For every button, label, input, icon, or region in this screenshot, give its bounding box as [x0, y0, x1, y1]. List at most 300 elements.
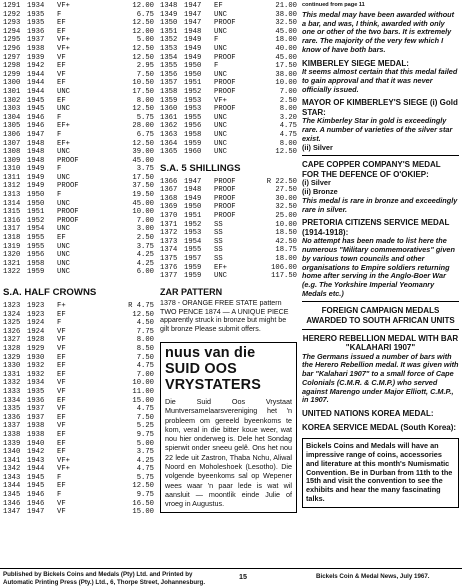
korea-service-heading: KOREA SERVICE MEDAL (South Korea): [302, 422, 457, 432]
grade: UNC [214, 44, 227, 53]
list-row [160, 88, 297, 97]
year: 1932 [27, 370, 45, 379]
price: 19.50 [132, 191, 154, 200]
price: 32.50 [275, 19, 297, 28]
lot-number: 1306 [3, 130, 21, 139]
list-row [3, 62, 154, 71]
list-row [3, 328, 154, 337]
year: 1938 [27, 430, 45, 439]
year: 1949 [184, 44, 202, 53]
lot-number: 1322 [3, 268, 21, 277]
lot-number: 1341 [3, 456, 21, 465]
grade: EF [214, 2, 223, 10]
price: 4.75 [279, 130, 297, 139]
price: 15.00 [132, 396, 154, 405]
year: 1937 [27, 36, 45, 45]
price: 28.00 [132, 122, 154, 131]
year: 1953 [184, 105, 202, 114]
herero-heading: HERERO REBELLION MEDAL WITH BAR "KALAHARI 1907" [302, 333, 459, 353]
year: 1947 [27, 508, 45, 517]
price: 11.00 [132, 387, 154, 396]
year: 1944 [27, 70, 45, 79]
lot-number: 1294 [3, 27, 21, 36]
grade: F [214, 36, 219, 45]
year: 1948 [184, 27, 202, 36]
list-row [160, 140, 297, 149]
lot-number: 1302 [3, 96, 21, 105]
grade: VF+ [57, 456, 70, 465]
grade: PROOF [214, 212, 236, 221]
news-box [160, 342, 297, 513]
lot-number: 1310 [3, 165, 21, 174]
section-heading-half-crowns: S.A. HALF CROWNS [3, 287, 97, 298]
list-row [3, 45, 154, 54]
list-row [160, 195, 297, 204]
price: 12.50 [132, 44, 154, 53]
list-row [160, 122, 297, 131]
price: 6.75 [136, 130, 154, 139]
year: 1958 [27, 259, 45, 268]
price: 9.75 [136, 491, 154, 500]
lot-number: 1346 [3, 499, 21, 508]
price: 32.50 [275, 203, 297, 212]
price: 4.75 [136, 405, 154, 414]
year: 1934 [27, 379, 45, 388]
price: 9.75 [136, 430, 154, 439]
year: 1923 [27, 302, 45, 310]
lot-number: 1360 [160, 105, 178, 114]
intro-text: This medal may have been awarded without a bar, and was, I think, awarded with only one or other of the two bars. It is extremely rare. The majority of the very few which I know of have both bars. [302, 10, 455, 54]
price: 16.50 [132, 499, 154, 508]
grade: SS [214, 246, 223, 255]
year: 1955 [27, 242, 45, 251]
grade: VF [57, 499, 66, 508]
price: 45.00 [275, 53, 297, 62]
list-row [3, 508, 154, 517]
price: 6.00 [136, 268, 154, 277]
price: 5.75 [136, 113, 154, 122]
grade: F [57, 113, 62, 122]
grade: EF+ [57, 122, 70, 131]
year: 1946 [27, 122, 45, 131]
grade: F [214, 62, 219, 71]
list-row [3, 268, 154, 277]
grade: PROOF [214, 186, 236, 195]
footer-line-1: Published by Bickels Coins and Medals (Pty) Ltd. and Printed by [3, 571, 193, 578]
lot-number: 1324 [3, 310, 21, 319]
lot-number: 1323 [3, 302, 21, 310]
lot-number: 1373 [160, 237, 178, 246]
year: 1949 [184, 194, 202, 203]
year: 1945 [27, 482, 45, 491]
year: 1928 [27, 336, 45, 345]
price: 17.50 [132, 87, 154, 96]
list-row [3, 2, 154, 11]
zar-pattern-text: 1378 - ORANGE FREE STATE pattern TWO PENCE 1874 — A UNIQUE PIECE apparently struck in bronze but might be gilt bronze Please submit offers. [160, 298, 289, 334]
list-row [160, 79, 297, 88]
year: 1950 [27, 191, 45, 200]
page-number: 15 [239, 572, 247, 581]
grade: SS [214, 220, 223, 229]
list-row [3, 200, 154, 209]
list-row [160, 255, 297, 264]
list-row [3, 157, 154, 166]
lot-number: 1354 [160, 53, 178, 62]
mayor-text: The Kimberley Star in gold is exceedingly rare. A number of varieties of the silver star exist. [302, 116, 453, 143]
list-row [3, 405, 154, 414]
page-footer [0, 568, 462, 586]
year: 1951 [184, 79, 202, 88]
lot-number: 1337 [3, 422, 21, 431]
grade: F [57, 473, 62, 482]
list-row [3, 465, 154, 474]
price: 7.00 [279, 87, 297, 96]
year: 1935 [27, 10, 45, 19]
grade: EF [57, 430, 66, 439]
year: 1939 [27, 53, 45, 62]
lot-number: 1353 [160, 44, 178, 53]
price: 6.75 [136, 10, 154, 19]
year: 1948 [27, 156, 45, 165]
year: 1944 [27, 87, 45, 96]
grade: VF [57, 387, 66, 396]
grade: UNC [57, 148, 70, 157]
lot-number: 1334 [3, 396, 21, 405]
year: 1951 [184, 212, 202, 221]
grade: UNC [57, 251, 70, 260]
grade: F [57, 191, 62, 200]
year: 1942 [27, 448, 45, 457]
price: R 4.75 [128, 302, 154, 310]
price: 10.00 [275, 220, 297, 229]
price: 45.00 [132, 199, 154, 208]
lot-number: 1377 [160, 272, 178, 281]
price: R 22.50 [266, 177, 297, 186]
grade: F [57, 130, 62, 139]
year: 1947 [184, 10, 202, 19]
lot-number: 1366 [160, 177, 178, 186]
list-row [160, 19, 297, 28]
price: 5.00 [136, 439, 154, 448]
year: 1949 [27, 173, 45, 182]
grade: UNC [214, 130, 227, 139]
list-row [160, 62, 297, 71]
divider [302, 329, 459, 330]
price: 12.50 [132, 139, 154, 148]
price: 7.50 [136, 353, 154, 362]
kimberley-text: It seems almost certain that this medal failed to gain approval and that it was never officially issued. [302, 67, 458, 94]
year: 1943 [27, 456, 45, 465]
divider [302, 155, 459, 156]
news-title: nuus van die SUID OOS VRYSTATERS [165, 345, 262, 393]
grade: UNC [57, 225, 70, 234]
lot-number: 1335 [3, 405, 21, 414]
grade: UNC [214, 139, 227, 148]
price: 7.50 [136, 70, 154, 79]
list-row [160, 148, 297, 157]
lot-number: 1295 [3, 36, 21, 45]
price: 8.50 [136, 344, 154, 353]
lot-number: 1357 [160, 79, 178, 88]
price: 45.00 [275, 27, 297, 36]
grade: EF [57, 310, 66, 319]
list-row [160, 2, 297, 11]
un-korea-heading: UNITED NATIONS KOREA MEDAL: [302, 408, 434, 418]
list-row [160, 131, 297, 140]
price: 37.50 [132, 182, 154, 191]
year: 1950 [184, 70, 202, 79]
list-row [3, 105, 154, 114]
lot-number: 1319 [3, 242, 21, 251]
lot-number: 1343 [3, 473, 21, 482]
year: 1960 [184, 148, 202, 157]
price: 4.25 [136, 251, 154, 260]
lot-number: 1312 [3, 182, 21, 191]
lot-number: 1327 [3, 336, 21, 345]
list-row [160, 28, 297, 37]
list-row [3, 431, 154, 440]
price: 7.75 [136, 327, 154, 336]
lot-number: 1362 [160, 122, 178, 131]
price: 3.75 [136, 448, 154, 457]
price: 117.50 [271, 272, 297, 281]
price: 3.75 [136, 165, 154, 174]
list-row [160, 97, 297, 106]
year: 1952 [27, 216, 45, 225]
grade: VF+ [57, 2, 70, 10]
foreign-heading: FOREIGN CAMPAIGN MEDALS AWARDED TO SOUTH AFRICAN UNITS [306, 306, 455, 325]
list-row [3, 457, 154, 466]
year: 1948 [27, 148, 45, 157]
price-list-half-crowns [3, 302, 154, 517]
lot-number: 1372 [160, 229, 178, 238]
list-row [160, 105, 297, 114]
list-row [3, 191, 154, 200]
footer-publisher [3, 571, 205, 586]
lot-number: 1305 [3, 122, 21, 131]
year: 1958 [184, 130, 202, 139]
lot-number: 1347 [3, 508, 21, 517]
list-row [3, 148, 154, 157]
lot-number: 1339 [3, 439, 21, 448]
lot-number: 1370 [160, 212, 178, 221]
lot-number: 1356 [160, 70, 178, 79]
year: 1929 [27, 344, 45, 353]
lot-number: 1350 [160, 19, 178, 28]
year: 1942 [27, 62, 45, 71]
price: 10.00 [132, 379, 154, 388]
grade: UNC [214, 70, 227, 79]
grade: PROOF [214, 194, 236, 203]
grade: F+ [57, 302, 66, 310]
list-row [3, 36, 154, 45]
list-row [3, 474, 154, 483]
list-row [3, 422, 154, 431]
list-row [3, 414, 154, 423]
price: 8.00 [279, 139, 297, 148]
year: 1946 [27, 491, 45, 500]
lot-number: 1329 [3, 353, 21, 362]
list-row [3, 217, 154, 226]
price: 3.75 [136, 242, 154, 251]
kimberley-heading: KIMBERLEY SIEGE MEDAL: [302, 58, 409, 68]
list-row [3, 208, 154, 217]
lot-number: 1345 [3, 491, 21, 500]
price: 2.95 [136, 62, 154, 71]
year: 1937 [27, 405, 45, 414]
year: 1944 [27, 79, 45, 88]
price-list-continued [160, 2, 297, 157]
year: 1947 [184, 19, 202, 28]
grade: PROOF [57, 182, 79, 191]
price: 30.00 [275, 194, 297, 203]
year: 1946 [27, 113, 45, 122]
pretoria-text: No attempt has been made to list here the numerous "Military commemoratives" given by various town councils and other organisations to Empire soldiers returning home after serving in the Anglo-Boer War (e.g. The Yorkshire Imperial Yeomanry Medals etc.) [302, 236, 455, 298]
grade: PROOF [214, 105, 236, 114]
list-row [3, 71, 154, 80]
year: 1938 [27, 422, 45, 431]
list-row [3, 11, 154, 20]
price: 8.00 [136, 336, 154, 345]
lot-number: 1292 [3, 10, 21, 19]
lot-number: 1301 [3, 87, 21, 96]
mayor-silver: (ii) Silver [302, 142, 333, 152]
list-row [3, 336, 154, 345]
price: 7.00 [136, 216, 154, 225]
grade: EF [57, 396, 66, 405]
grade: VF [57, 508, 66, 517]
lot-number: 1336 [3, 413, 21, 422]
cape-bronze: (ii) Bronze [302, 187, 338, 197]
cape-heading: CAPE COPPER COMPANY'S MEDAL FOR THE DEFENCE OF O'OKIEP: [302, 160, 441, 179]
grade: VF [57, 344, 66, 353]
grade: UNC [214, 148, 227, 157]
list-row [160, 246, 297, 255]
year: 1948 [27, 139, 45, 148]
list-row [3, 19, 154, 28]
year: 1953 [184, 229, 202, 238]
cape-text: This medal is rare in bronze and exceedingly rare in silver. [302, 195, 458, 214]
year: 1945 [27, 96, 45, 105]
grade: F [57, 319, 62, 328]
list-row [160, 238, 297, 247]
lot-number: 1359 [160, 96, 178, 105]
grade: VF [57, 379, 66, 388]
lot-number: 1299 [3, 70, 21, 79]
year: 1956 [27, 251, 45, 260]
grade: PROOF [214, 177, 236, 186]
price: 15.00 [132, 508, 154, 517]
price: 12.50 [132, 482, 154, 491]
price: 18.75 [275, 246, 297, 255]
lot-number: 1331 [3, 370, 21, 379]
grade: UNC [214, 10, 227, 19]
year: 1923 [27, 310, 45, 319]
year: 1938 [27, 44, 45, 53]
grade: VF [57, 327, 66, 336]
price: 2.50 [279, 96, 297, 105]
grade: UNC [214, 272, 227, 281]
list-row [3, 448, 154, 457]
year: 1959 [27, 268, 45, 277]
year: 1945 [27, 473, 45, 482]
grade: EF [57, 439, 66, 448]
list-row [3, 345, 154, 354]
grade: EF [57, 362, 66, 371]
year: 1959 [184, 272, 202, 281]
year: 1955 [27, 234, 45, 243]
grade: EF [57, 234, 66, 243]
year: 1932 [27, 362, 45, 371]
year: 1953 [184, 96, 202, 105]
year: 1952 [184, 87, 202, 96]
price: 106.00 [271, 263, 297, 272]
list-row [160, 54, 297, 63]
grade: VF+ [214, 96, 227, 105]
price: 40.00 [275, 44, 297, 53]
footer-magazine: Bickels Coin & Medal News, July 1967. [316, 573, 430, 580]
price: 10.50 [132, 79, 154, 88]
price: 18.50 [275, 229, 297, 238]
lot-number: 1291 [3, 2, 21, 10]
year: 1947 [184, 2, 202, 10]
list-row [160, 36, 297, 45]
price: 2.50 [136, 234, 154, 243]
price: 39.00 [132, 148, 154, 157]
price: 45.00 [132, 156, 154, 165]
price: 7.50 [136, 413, 154, 422]
grade: VF [57, 336, 66, 345]
list-row [3, 54, 154, 63]
grade: EF [57, 370, 66, 379]
grade: SS [214, 237, 223, 246]
grade: UNC [214, 27, 227, 36]
year: 1950 [184, 203, 202, 212]
herero-text: The Germans issued a number of bars with the Herero Rebellion medal. It was given with bar "Kalahari 1907" to a small force of Cape Colonials (C.M.R. & C.M.P.) who served against Marengo under Major Elliott, C.M.P., in 1907. [302, 351, 459, 405]
lot-number: 1340 [3, 448, 21, 457]
grade: UNC [57, 87, 70, 96]
lot-number: 1320 [3, 251, 21, 260]
grade: UNC [57, 105, 70, 114]
year: 1945 [27, 105, 45, 114]
lot-number: 1297 [3, 53, 21, 62]
list-row [160, 212, 297, 221]
list-row [3, 165, 154, 174]
price: 12.00 [132, 27, 154, 36]
price: 42.50 [275, 237, 297, 246]
column-3 [302, 2, 459, 508]
year: 1944 [27, 465, 45, 474]
list-row [3, 28, 154, 37]
year: 1948 [184, 186, 202, 195]
list-row [160, 71, 297, 80]
lot-number: 1376 [160, 263, 178, 272]
price: 4.50 [136, 319, 154, 328]
grade: PROOF [214, 203, 236, 212]
lot-number: 1296 [3, 44, 21, 53]
year: 1955 [184, 246, 202, 255]
lot-number: 1313 [3, 191, 21, 200]
year: 1935 [27, 387, 45, 396]
lot-number: 1363 [160, 130, 178, 139]
grade: EF [57, 413, 66, 422]
grade: SS [214, 255, 223, 264]
lot-number: 1365 [160, 148, 178, 157]
grade: EF [57, 27, 66, 36]
year: 1946 [27, 499, 45, 508]
lot-number: 1338 [3, 430, 21, 439]
lot-number: 1293 [3, 19, 21, 28]
